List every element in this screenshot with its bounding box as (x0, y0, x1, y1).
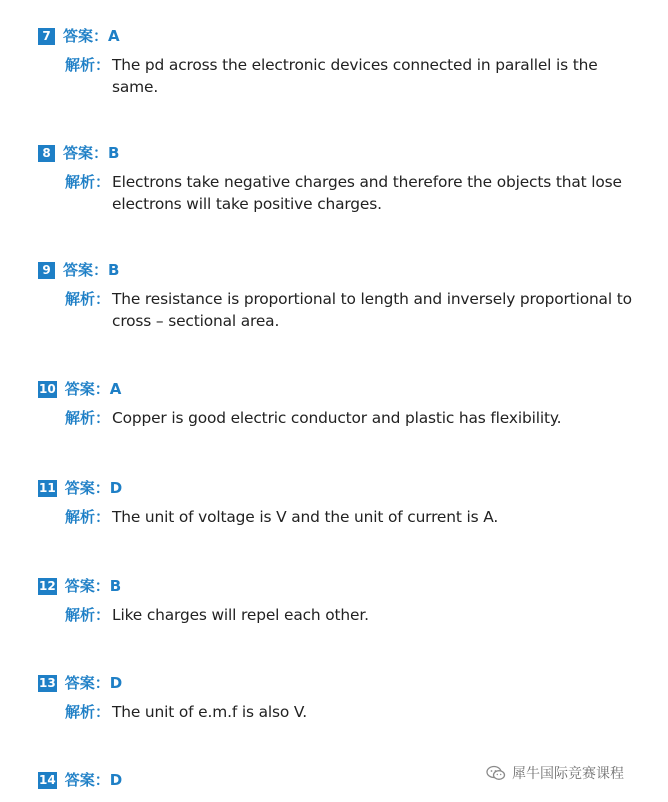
explanation-text: The unit of e.m.f is also V. (112, 703, 307, 721)
question-number-badge: 8 (38, 145, 55, 162)
explanation-text: Copper is good electric conductor and plastic has flexibility. (112, 409, 562, 427)
explanation-label: 解析： (65, 290, 111, 308)
question-number-badge: 7 (38, 28, 55, 45)
explanation-label: 解析： (65, 173, 111, 191)
explanation-row (65, 54, 635, 98)
watermark (486, 763, 624, 783)
answer-label: 答案：D (64, 674, 123, 692)
explanation-text: Like charges will repel each other. (112, 606, 369, 624)
explanation-text: The pd across the electronic devices connected in parallel is the same. (112, 56, 598, 96)
question-number-badge: 14 (39, 772, 56, 787)
answer-label: 答案：B (63, 261, 120, 279)
watermark-text: 犀牛国际竞赛课程 (512, 766, 624, 782)
answer-label: 答案：D (64, 479, 123, 497)
explanation-text: Electrons take negative charges and therefore the objects that lose electrons will take positive charges. (112, 173, 622, 213)
explanation-row (65, 171, 635, 215)
explanation-row (65, 701, 635, 723)
explanation-label: 解析： (65, 409, 111, 427)
explanation-row (65, 506, 635, 528)
answer-row (38, 379, 121, 399)
question-number-badge: 9 (38, 262, 55, 279)
explanation-text: The unit of voltage is V and the unit of current is A. (112, 508, 499, 526)
answer-row (38, 673, 122, 693)
answer-label: 答案：B (63, 144, 120, 162)
question-number-badge: 10 (39, 381, 56, 396)
answer-row (38, 576, 121, 596)
question-number-badge: 13 (39, 675, 56, 690)
answer-row (38, 478, 122, 498)
answer-label: 答案：D (64, 771, 123, 789)
answer-row (38, 26, 120, 46)
answer-label: 答案：A (64, 380, 122, 398)
answer-label: 答案：A (63, 27, 120, 45)
explanation-row (65, 407, 635, 429)
explanation-row (65, 288, 635, 332)
answer-label: 答案：B (64, 577, 122, 595)
question-number-badge: 11 (39, 480, 56, 495)
explanation-row (65, 604, 635, 626)
explanation-text: The resistance is proportional to length and inversely proportional to cross – sectional area. (112, 290, 632, 330)
wechat-icon (486, 765, 506, 781)
explanation-label: 解析： (65, 56, 111, 74)
answer-row (38, 770, 122, 790)
explanation-label: 解析： (65, 703, 111, 721)
answer-row (38, 260, 119, 280)
answer-row (38, 143, 119, 163)
explanation-label: 解析： (65, 606, 111, 624)
question-number-badge: 12 (39, 578, 56, 593)
explanation-label: 解析： (65, 508, 111, 526)
